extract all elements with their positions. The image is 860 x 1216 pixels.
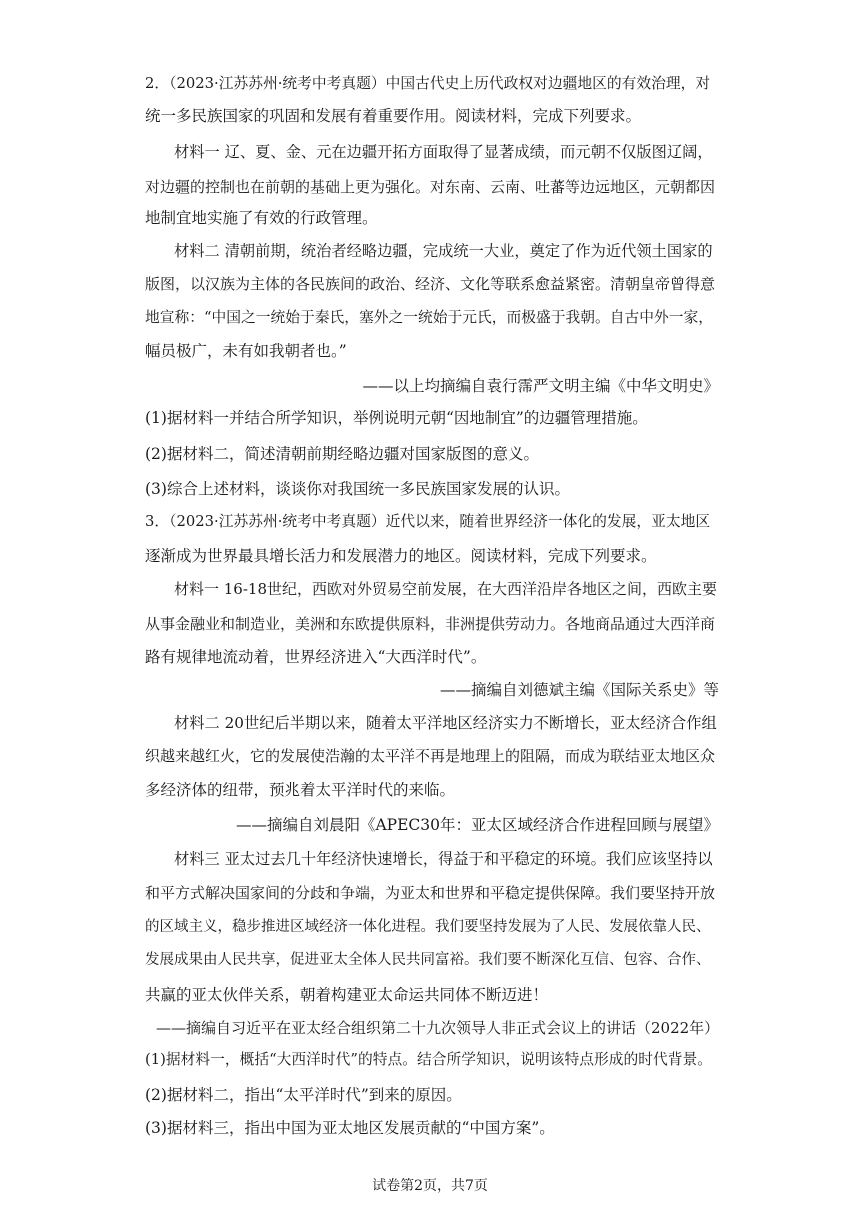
q2-subquestion-1: (1)据材料一并结合所学知识，举例说明元朝“因地制宜”的边疆管理措施。: [145, 409, 648, 427]
q2-stem-line-2: 统一多民族国家的巩固和发展有着重要作用。阅读材料，完成下列要求。: [145, 107, 642, 125]
q2-material-1-line-1: 材料一 辽、夏、金、元在边疆开拓方面取得了显著成绩，而元朝不仅版图辽阔，: [174, 143, 713, 161]
q3-material-3-source: ——摘编自习近平在亚太经合组织第二十九次领导人非正式会议上的讲话（2022年）: [156, 1019, 720, 1037]
q3-material-2-line-1: 材料二 20世纪后半期以来，随着太平洋地区经济实力不断增长，亚太经济合作组: [174, 714, 717, 732]
q3-material-2-source: ——摘编自刘晨阳《APEC30年：亚太区域经济合作进程回顾与展望》: [235, 816, 719, 834]
q3-material-3-line-2: 和平方式解决国家间的分歧和争端，为亚太和世界和平稳定提供保障。我们要坚持开放: [145, 884, 716, 902]
q2-material-2-line-4: 幅员极广，未有如我朝者也。”: [145, 342, 347, 360]
q3-subquestion-3: (3)据材料三，指出中国为亚太地区发展贡献的“中国方案”。: [145, 1119, 555, 1137]
q3-stem-line-1: 3．（2023·江苏苏州·统考中考真题）近代以来，随着世界经济一体化的发展，亚太地区: [145, 513, 711, 530]
q3-material-1-line-1: 材料一 16-18世纪，西欧对外贸易空前发展，在大西洋沿岸各地区之间，西欧主要: [174, 580, 718, 598]
q3-material-3-line-4: 发展成果由人民共享，促进亚太全体人民共同富裕。我们要不断深化互信、包容、合作、: [145, 952, 711, 968]
q2-material-2-line-3: 地宣称：“中国之一统始于秦氏，塞外之一统始于元氏，而极盛于我朝。自古中外一家，: [145, 309, 714, 326]
q3-material-3-line-1: 材料三 亚太过去几十年经济快速增长，得益于和平稳定的环境。我们应该坚持以: [174, 850, 713, 868]
q3-material-3-line-5: 共赢的亚太伙伴关系，朝着构建亚太命运共同体不断迈进！: [145, 986, 549, 1004]
q3-subquestion-2: (2)据材料二，指出“太平洋时代”到来的原因。: [145, 1086, 462, 1104]
q2-stem-line-1: 2．（2023·江苏苏州·统考中考真题）中国古代史上历代政权对边疆地区的有效治理，对: [145, 75, 711, 92]
q3-material-1-source: ——摘编自刘德斌主编《国际关系史》等: [439, 681, 719, 699]
q3-material-2-line-3: 多经济体的纽带，预兆着太平洋时代的来临。: [145, 781, 456, 799]
q3-material-1-line-3: 路有规律地流动着，世界经济进入“大西洋时代”。: [145, 648, 487, 666]
q3-material-2-line-2: 织越来越红火，它的发展使浩瀚的太平洋不再是地理上的阻隔，而成为联结亚太地区众: [145, 747, 716, 765]
q2-source: ——以上均摘编自袁行霈严文明主编《中华文明史》: [362, 377, 719, 395]
q2-material-1-line-3: 地制宜地实施了有效的行政管理。: [145, 209, 378, 227]
q2-material-2-line-2: 版图，以汉族为主体的各民族间的政治、经济、文化等联系愈益紧密。清朝皇帝曾得意: [145, 275, 716, 293]
q2-subquestion-2: (2)据材料二，简述清朝前期经略边疆对国家版图的意义。: [145, 445, 539, 463]
q3-stem-line-2: 逐渐成为世界最具增长活力和发展潜力的地区。阅读材料，完成下列要求。: [145, 547, 657, 565]
q3-subquestion-1: (1)据材料一，概括“大西洋时代”的特点。结合所学知识，说明该特点形成的时代背景。: [145, 1051, 712, 1068]
q2-material-1-line-2: 对边疆的控制也在前朝的基础上更为强化。对东南、云南、吐蕃等边远地区，元朝都因: [145, 178, 716, 196]
q2-material-2-line-1: 材料二 清朝前期，统治者经略边疆，完成统一大业，奠定了作为近代领土国家的: [174, 242, 713, 260]
page-footer: 试卷第2页，共7页: [372, 1178, 488, 1194]
q3-material-1-line-2: 从事金融业和制造业，美洲和东欧提供原料，非洲提供劳动力。各地商品通过大西洋商: [145, 615, 716, 633]
q2-subquestion-3: (3)综合上述材料，谈谈你对我国统一多民族国家发展的认识。: [145, 480, 570, 498]
q3-material-3-line-3: 的区域主义，稳步推进区域经济一体化进程。我们要坚持发展为了人民、发展依靠人民、: [145, 919, 711, 935]
